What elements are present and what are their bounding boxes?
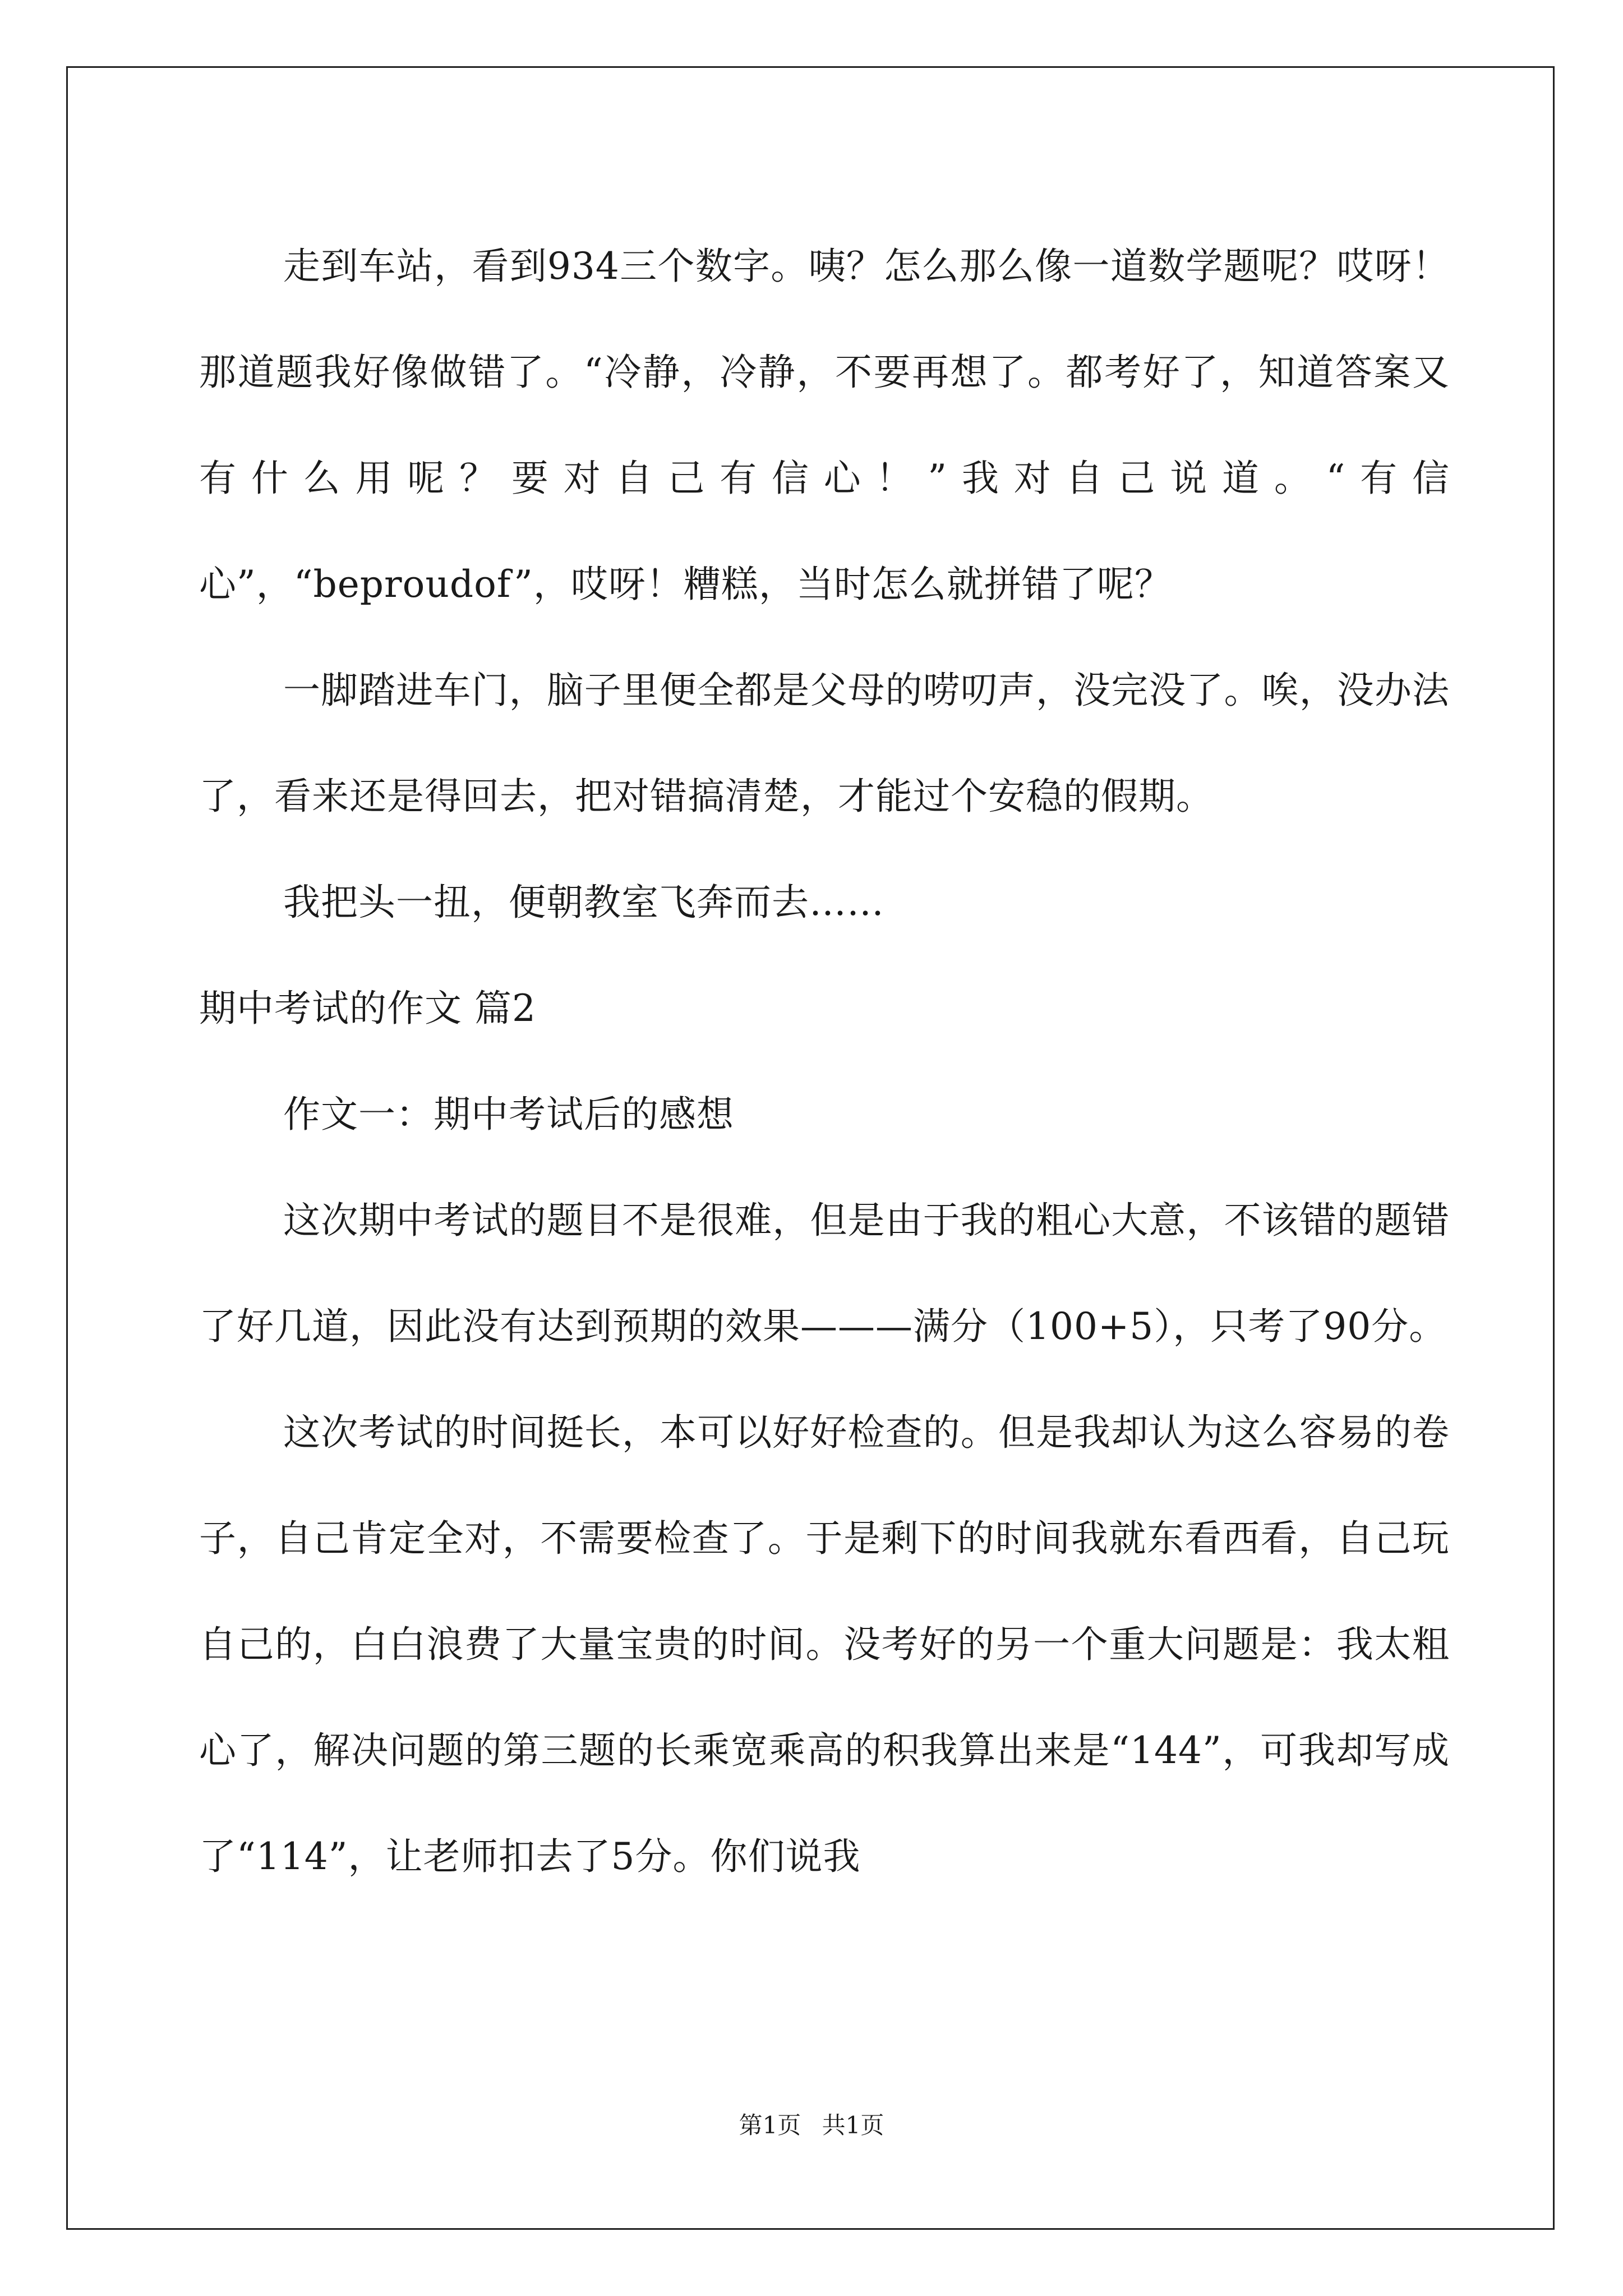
paragraph-3: 我把头一扭，便朝教室飞奔而去…… [283, 881, 884, 924]
paragraph-1: 走到车站，看到934三个数字。咦？怎么那么像一道数学题呢？哎呀！那道题我好像做错了。“冷静，冷静，不要再想了。都考好了，知道答案又有什么用呢？要对自己有信心！”我对自己说道。“有信心”，“beproudof”，哎呀！糟糕，当时怎么就拼错了呢？ [199, 245, 1450, 606]
paragraph-5: 这次考试的时间挺长，本可以好好检查的。但是我却认为这么容易的卷子，自己肯定全对，不需要检查了。于是剩下的时间我就东看西看，自己玩自己的，白白浪费了大量宝贵的时间。没考好的另一个重大问题是：我太粗心了，解决问题的第三题的长乘宽乘高的积我算出来是“144”，可我却写成了“114”，让老师扣去了5分。你们说我 [199, 1411, 1450, 1878]
paragraph-4: 这次期中考试的题目不是很难，但是由于我的粗心大意，不该错的题错了好几道，因此没有达到预期的效果———满分（100+5），只考了90分。 [199, 1199, 1450, 1348]
page-total: 共1页 [822, 2111, 884, 2139]
document-body [199, 213, 1450, 1910]
essay-title: 作文一：期中考试后的感想 [283, 1093, 734, 1136]
page-number: 第1页 [739, 2111, 801, 2139]
page-footer [0, 2107, 1623, 2141]
paragraph-2: 一脚踏进车门，脑子里便全都是父母的唠叨声，没完没了。唉，没办法了，看来还是得回去，把对错搞清楚，才能过个安稳的假期。 [199, 669, 1450, 818]
section-heading: 期中考试的作文 篇2 [199, 987, 536, 1030]
